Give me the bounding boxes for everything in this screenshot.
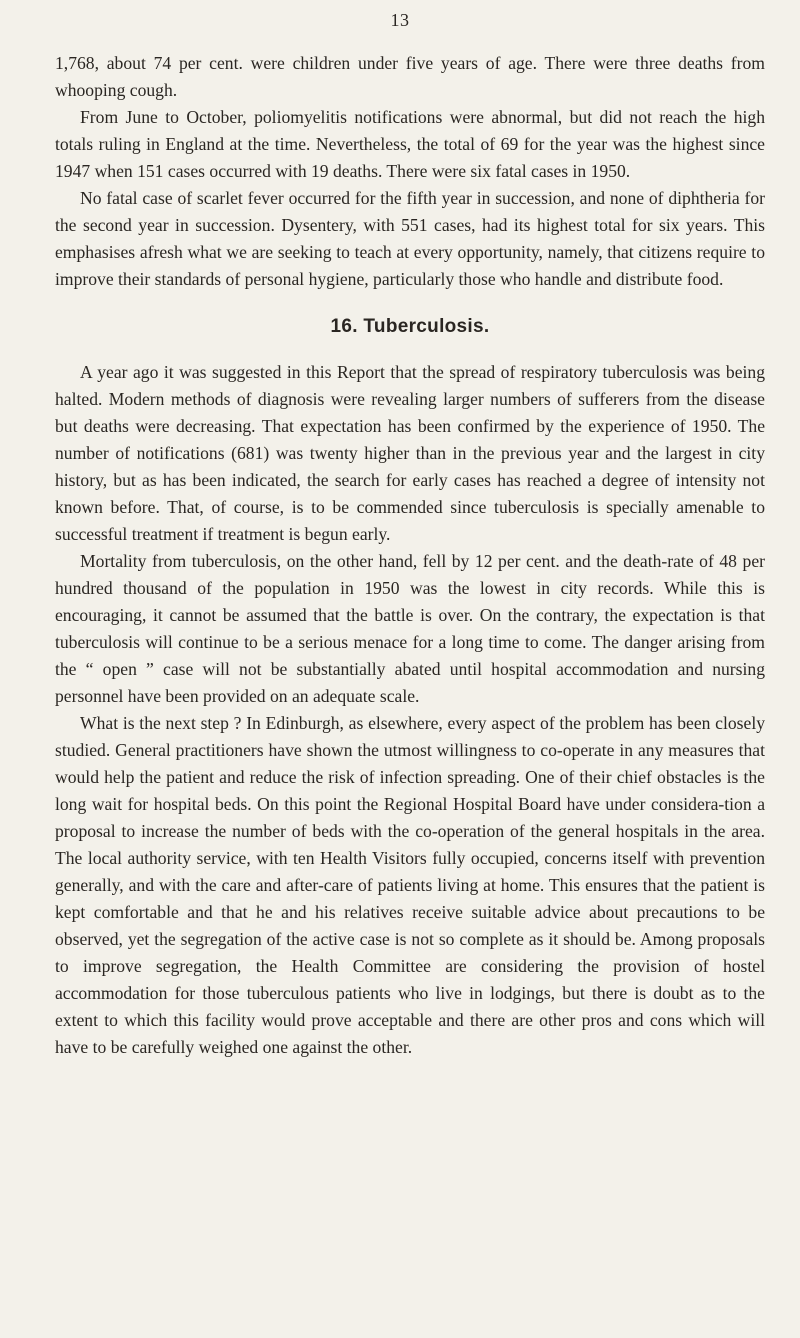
paragraph: 1,768, about 74 per cent. were children under five years of age. There were three deaths from whooping cough. [55, 53, 765, 100]
page-number: 13 [390, 10, 410, 30]
paragraph: A year ago it was suggested in this Report that the spread of respiratory tuberculosis was being halted. Modern methods of diagnosis were revealing larger numbers of sufferers from the disease but deaths were decreasing. That expectation has been confirmed by the experience of 1950. The number of notifications (681) was twenty higher than in the previous year and the largest in city history, but as has been indicated, the search for early cases has reached a degree of intensity not known before. That, of course, is to be commended since tuberculosis is specially amenable to successful treatment if treatment is begun early. [55, 362, 765, 544]
paragraph: Mortality from tuberculosis, on the other hand, fell by 12 per cent. and the death-rate of 48 per hundred thousand of the population in 1950 was the lowest in city records. While this is encouraging, it cannot be assumed that the battle is over. On the contrary, the expectation is that tuberculosis will continue to be a serious menace for a long time to come. The danger arising from the “ open ” case will not be substantially abated until hospital accommodation and nursing personnel have been provided on an adequate scale. [55, 551, 765, 706]
paragraph: From June to October, poliomyelitis notifications were abnormal, but did not reach the high totals ruling in England at the time. Nevertheless, the total of 69 for the year was the highest since 1947 when 151 cases occurred with 19 deaths. There were six fatal cases in 1950. [55, 107, 765, 181]
page-body [55, 50, 765, 1061]
paragraph: What is the next step ? In Edinburgh, as elsewhere, every aspect of the problem has been closely studied. General practitioners have shown the utmost willingness to co-operate in any measures that would help the patient and reduce the risk of infection spreading. One of their chief obstacles is the long wait for hospital beds. On this point the Regional Hospital Board have under considera-tion a proposal to increase the number of beds with the co-operation of the general hospitals in the area. The local authority service, with ten Health Visitors fully occupied, concerns itself with prevention generally, and with the care and after-care of patients living at home. This ensures that the patient is kept comfortable and that he and his relatives receive suitable advice about precautions to be observed, yet the segregation of the active case is not so complete as it should be. Among proposals to improve segregation, the Health Committee are considering the provision of hostel accommodation for those tuberculous patients who live in lodgings, but there is doubt as to the extent to which this facility would prove acceptable and there are other pros and cons which will have to be carefully weighed one against the other. [55, 713, 765, 1057]
section-heading: 16. Tuberculosis. [330, 316, 490, 337]
paragraph: No fatal case of scarlet fever occurred for the fifth year in succession, and none of diphtheria for the second year in succession. Dysentery, with 551 cases, had its highest total for six years. This emphasises afresh what we are seeking to teach at every opportunity, namely, that citizens require to improve their standards of personal hygiene, particularly those who handle and distribute food. [55, 188, 765, 289]
